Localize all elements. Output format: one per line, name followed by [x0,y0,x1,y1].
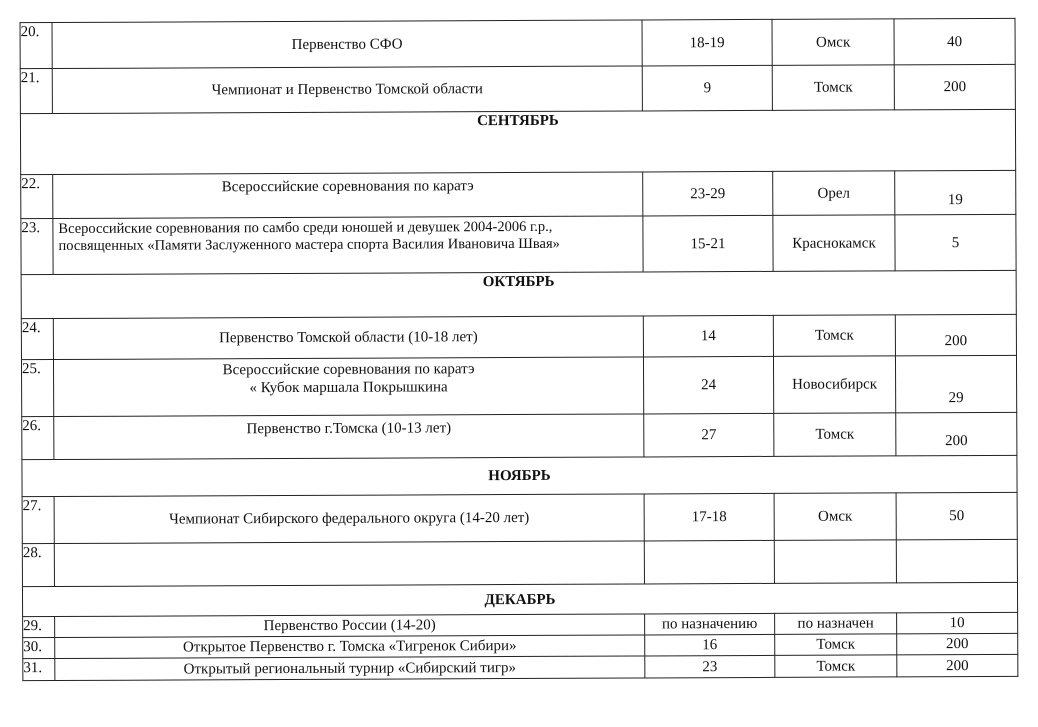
event-place: по назначен [775,613,897,635]
event-dates: 23-29 [643,171,773,216]
event-name [53,357,643,417]
participant-count: 200 [897,654,1018,677]
event-dates: 15-21 [643,215,773,272]
event-place: Краснокамск [773,215,895,272]
participant-count: 5 [895,214,1016,271]
month-heading: НОЯБРЬ [22,455,1017,496]
table-row [22,492,1017,543]
event-name: Чемпионат и Первенство Томской области [52,66,642,114]
participant-count: 50 [896,492,1017,540]
event-place: Орел [773,171,895,216]
month-row [22,582,1017,616]
row-number: 24. [21,319,53,360]
participant-count [896,539,1017,583]
event-place: Томск [773,315,895,357]
table-row [21,170,1016,218]
participant-count: 200 [894,64,1015,110]
event-name: Открытый региональный турнир «Сибирский тигр» [55,656,645,681]
row-number: 31. [23,659,55,681]
row-number: 30. [23,638,55,659]
event-place [774,540,896,584]
row-number: 29. [23,617,55,638]
table-row [22,412,1017,459]
event-place: Томск [772,65,894,111]
row-number: 28. [22,544,54,587]
event-place: Томск [775,655,897,678]
month-heading: ОКТЯБРЬ [21,270,1016,318]
event-dates: 14 [643,315,773,357]
month-heading: СЕНТЯБРЬ [20,109,1015,174]
event-place: Омск [772,19,894,66]
event-dates: 27 [644,413,774,457]
event-dates: 23 [645,655,775,678]
event-dates: 24 [643,356,773,414]
event-name: Чемпионат Сибирского федерального округа (14-20 лет) [54,494,644,544]
event-place: Томск [774,413,896,457]
participant-count: 200 [895,314,1016,356]
row-number: 23. [21,219,53,275]
month-row [22,455,1017,496]
event-dates: 9 [642,65,772,111]
row-number: 26. [22,417,54,460]
event-dates: 16 [645,634,775,656]
event-place: Новосибирск [773,356,895,414]
event-name: Первенство г.Томска (10-13 лет) [54,414,644,460]
event-dates: по назначению [645,613,775,635]
event-name [53,216,643,275]
participant-count: 200 [896,412,1017,456]
event-name: Всероссийские соревнования по каратэ [53,172,643,219]
table-row [20,64,1015,113]
participant-count: 40 [894,18,1015,65]
event-name-line: Всероссийские соревнования по самбо среди юношей и девушек 2004-2006 г.р., [58,218,553,238]
table-row [21,314,1016,359]
event-name: Первенство СФО [52,20,642,69]
event-place: Омск [774,493,896,541]
event-place: Томск [775,634,897,656]
table-row [23,654,1018,680]
month-row [20,109,1015,174]
month-row [21,270,1016,318]
participant-count: 10 [897,612,1018,634]
month-heading: ДЕКАБРЬ [22,582,1017,616]
event-dates [644,540,774,584]
row-number: 27. [22,497,54,544]
event-name [54,541,644,587]
participant-count: 19 [895,170,1016,215]
table-row [21,355,1016,416]
row-number: 20. [20,23,52,69]
event-dates: 18-19 [642,19,772,66]
participant-count: 200 [897,633,1018,655]
row-number: 21. [20,69,52,114]
event-name-line: « Кубок маршала Покрышкина [249,379,448,397]
row-number: 25. [21,360,53,417]
schedule-table [20,18,1019,681]
table-row [21,214,1016,274]
table-row [20,18,1015,68]
event-name-line: Всероссийские соревнования по каратэ [222,361,475,379]
event-name-line: посвященных «Памяти Заслуженного мастера спорта Василия Ивановича Швая» [58,236,560,255]
table-row [22,539,1017,586]
event-name: Открытое Первенство г. Томска «Тигренок Сибири» [55,635,645,659]
event-dates: 17-18 [644,493,774,541]
event-name: Первенство России (14-20) [55,614,645,638]
event-name: Первенство Томской области (10-18 лет) [53,316,643,360]
participant-count: 29 [895,355,1016,413]
row-number: 22. [21,175,53,219]
